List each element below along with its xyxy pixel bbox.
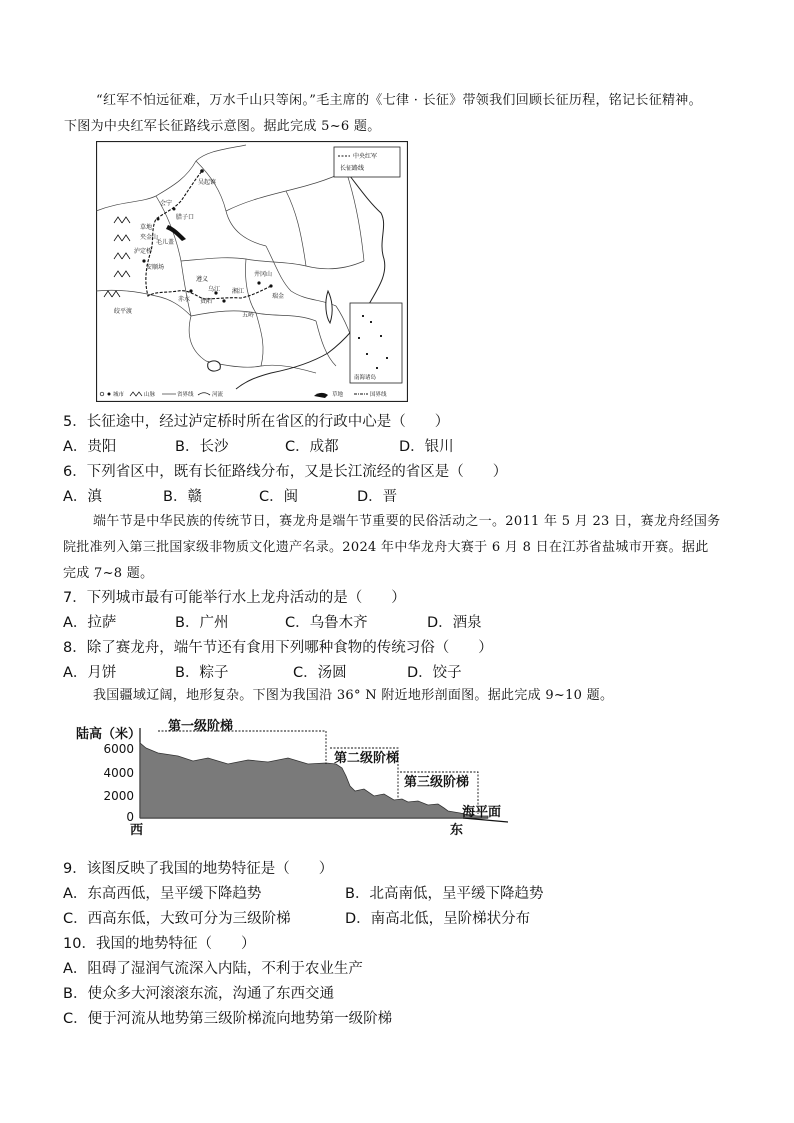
map-inset-label: 南海诸岛	[354, 375, 377, 381]
west-label: 西	[130, 823, 144, 838]
intro-1-line-1: “红军不怕远征难，万水千山只等闲。”毛主席的《七律 · 长征》带领我们回顾长征历程，铭记长征精神。	[96, 93, 702, 108]
intro-paragraph-1	[64, 88, 786, 140]
question-8: 8．除了赛龙舟，端午节还有食用下列哪种食物的传统习俗（ ）	[63, 640, 493, 656]
q5-option-a[interactable]: A．贵阳	[63, 439, 117, 455]
intro-1-line-2: 下图为中央红军长征路线示意图。据此完成 5~6 题。	[64, 119, 381, 134]
q9-option-c[interactable]: C．西高东低，大致可分为三级阶梯	[63, 911, 291, 927]
question-10-options	[63, 957, 763, 1029]
place-luding: 泸定桥	[134, 248, 153, 255]
q5-option-d[interactable]: D．银川	[399, 439, 454, 455]
legend-mountain: 山脉	[144, 392, 156, 398]
step-3-label: 第三级阶梯	[404, 775, 470, 790]
question-9: 9．该图反映了我国的地势特征是（ ）	[63, 861, 334, 877]
q7-option-c[interactable]: C．乌鲁木齐	[285, 615, 368, 631]
question-5: 5．长征途中，经过泸定桥时所在省区的行政中心是（ ）	[63, 414, 450, 430]
intro-2-line-2: 院批准列入第三批国家级非物质文化遗产名录。2024 年中华龙舟大赛于 6 月 8 日在江苏省盐城市开赛。据此	[63, 540, 709, 555]
question-7-options	[63, 611, 763, 631]
intro-paragraph-2	[63, 509, 783, 587]
question-7: 7．下列城市最有可能举行水上龙舟活动的是（ ）	[63, 590, 406, 606]
place-jiajinshan: 夹金山	[140, 234, 159, 241]
question-8-options	[63, 661, 763, 681]
q8-option-a[interactable]: A．月饼	[63, 665, 117, 681]
place-wujiang: 乌江	[208, 286, 221, 293]
profile-ylabel: 陆高（米）	[76, 727, 142, 742]
place-jinggangshan: 井冈山	[254, 271, 273, 278]
q5-option-b[interactable]: B．长沙	[175, 439, 229, 455]
east-label: 东	[450, 823, 464, 838]
place-ruijin: 瑞金	[272, 293, 285, 300]
intro-2-line-3: 完成 7~8 题。	[63, 566, 154, 581]
intro-2-line-1: 端午节是中华民族的传统节日，赛龙舟是端午节重要的民俗活动之一。2011 年 5 月 23 日，赛龙舟经国务	[93, 514, 721, 529]
place-lazikou: 腊子口	[176, 214, 195, 221]
sea-level-label: 海平面	[462, 805, 502, 820]
question-5-options	[63, 435, 763, 455]
step-2-label: 第二级阶梯	[334, 751, 400, 766]
q9-option-b[interactable]: B．北高南低，呈平缓下降趋势	[345, 886, 544, 902]
q7-option-d[interactable]: D．酒泉	[427, 615, 482, 631]
place-jiaopingdu: 皎平渡	[114, 308, 133, 315]
place-huining: 会宁	[160, 200, 173, 207]
legend-grassland: 草地	[332, 392, 344, 398]
map-legend-line-1: 中央红军	[353, 153, 378, 160]
place-wuling: 五岭	[242, 312, 255, 319]
place-maoergai: 毛儿盖	[156, 239, 175, 246]
place-zunyi: 遵义	[196, 276, 209, 283]
q6-option-c[interactable]: C．闽	[259, 489, 299, 505]
question-10: 10．我国的地势特征（ ）	[63, 936, 256, 952]
map-legend-line-2: 长征路线	[340, 165, 365, 172]
q10-option-a[interactable]: A．阻碍了湿润气流深入内陆，不利于农业生产	[63, 961, 363, 977]
terrain-profile	[68, 716, 508, 838]
question-6-options	[63, 485, 763, 505]
q10-option-b[interactable]: B．使众多大河滚滚东流，沟通了东西交通	[63, 986, 334, 1002]
q10-option-c[interactable]: C．便于河流从地势第三级阶梯流向地势第一级阶梯	[63, 1011, 393, 1027]
q6-option-d[interactable]: D．晋	[357, 489, 398, 505]
question-9-options	[63, 882, 763, 928]
place-xiangjiang: 湘江	[232, 288, 245, 295]
q7-option-a[interactable]: A．拉萨	[63, 615, 117, 631]
q7-option-b[interactable]: B．广州	[175, 615, 229, 631]
ytick-4000: 4000	[103, 766, 134, 780]
ytick-2000: 2000	[103, 789, 134, 803]
legend-river: 河流	[212, 392, 224, 398]
place-caodi: 草地	[140, 224, 153, 231]
ytick-6000: 6000	[103, 742, 134, 756]
legend-border: 国界线	[370, 392, 387, 398]
ytick-0: 0	[126, 810, 134, 824]
legend-city: 城市	[113, 392, 125, 398]
q9-option-d[interactable]: D．南高北低，呈阶梯状分布	[345, 911, 531, 927]
q8-option-c[interactable]: C．汤圆	[293, 665, 347, 681]
q6-option-b[interactable]: B．赣	[163, 489, 202, 505]
question-6: 6．下列省区中，既有长征路线分布，又是长江流经的省区是（ ）	[63, 464, 508, 480]
place-anshunchang: 安顺场	[146, 264, 165, 271]
q5-option-c[interactable]: C．成都	[285, 439, 339, 455]
place-guiyang: 贵阳	[200, 298, 213, 305]
long-march-map	[96, 141, 408, 402]
place-wuqizhen: 吴起镇	[198, 179, 217, 186]
step-1-label: 第一级阶梯	[168, 719, 234, 734]
legend-province: 省界线	[177, 392, 194, 398]
q9-option-a[interactable]: A．东高西低，呈平缓下降趋势	[63, 886, 262, 902]
place-chishui: 赤水	[178, 296, 191, 303]
q8-option-d[interactable]: D．饺子	[407, 665, 462, 681]
q8-option-b[interactable]: B．粽子	[175, 665, 229, 681]
intro-paragraph-3: 我国疆域辽阔，地形复杂。下图为我国沿 36° N 附近地形剖面图。据此完成 9~10 题。	[93, 688, 614, 703]
q6-option-a[interactable]: A．滇	[63, 489, 102, 505]
